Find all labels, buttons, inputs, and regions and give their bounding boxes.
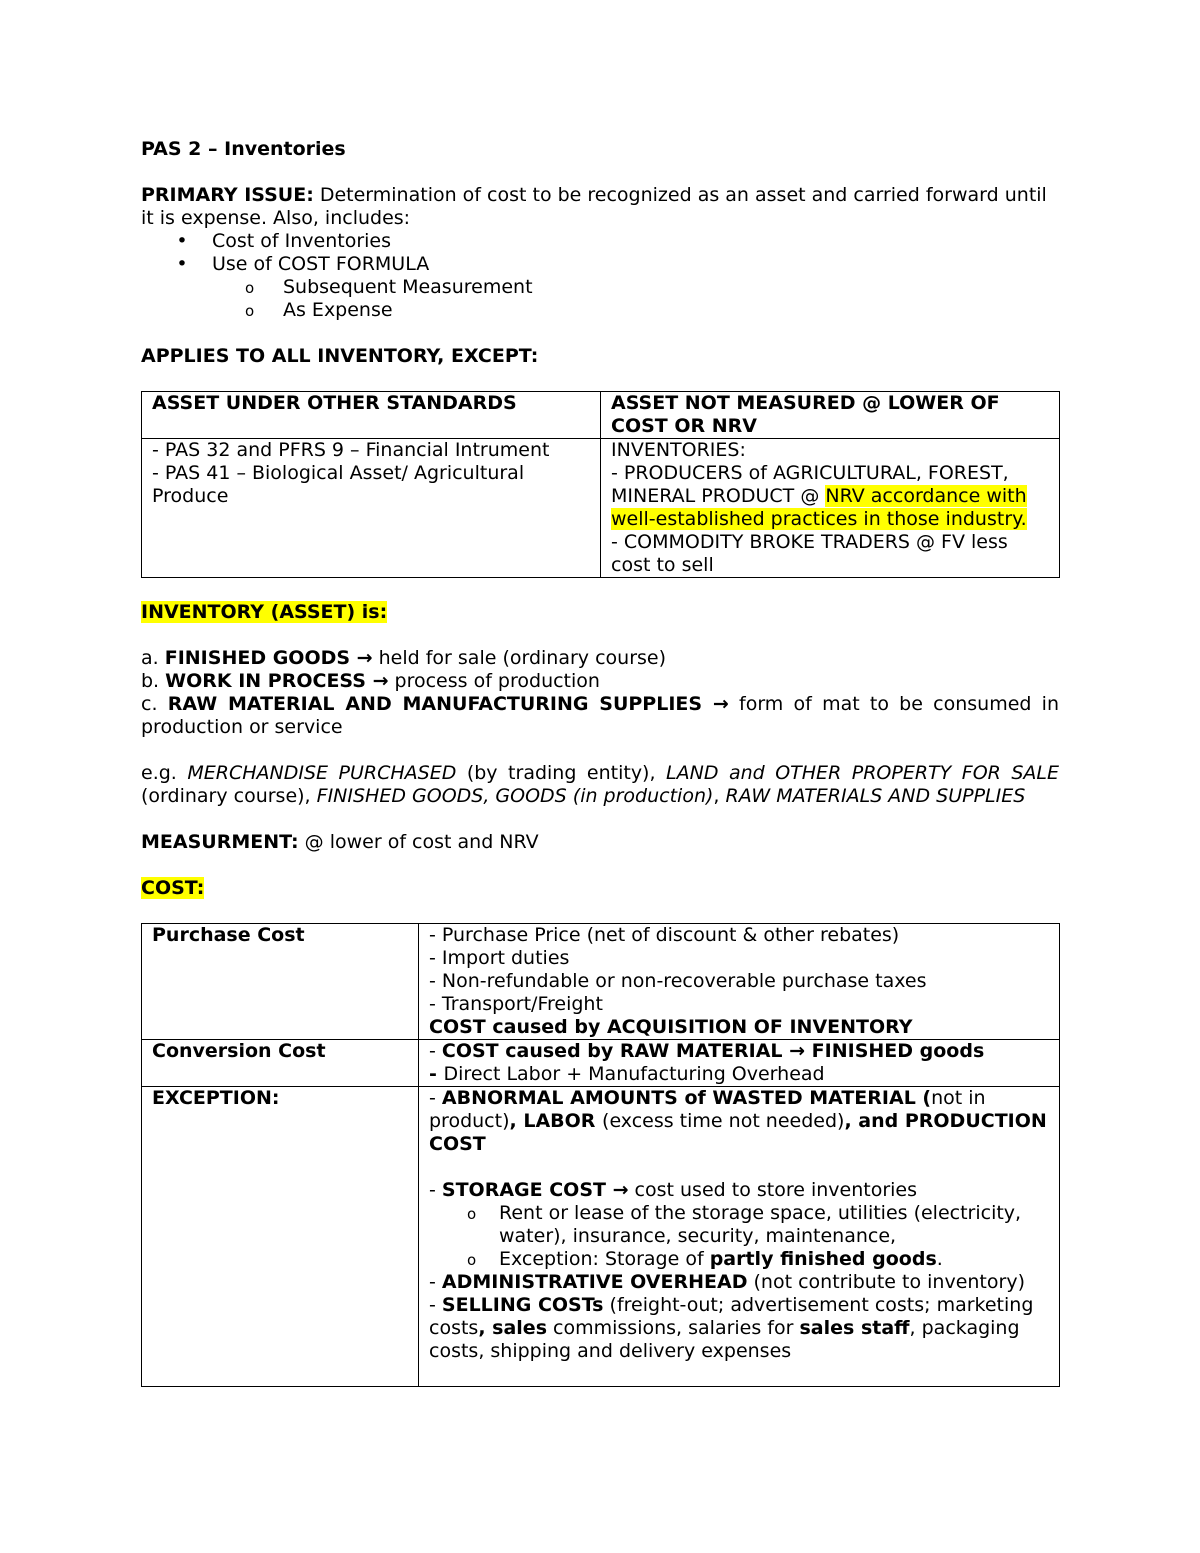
list-item: o As Expense (245, 299, 393, 321)
document-page (141, 138, 1059, 1387)
list-item: • Use of COST FORMULA (141, 253, 1059, 276)
document-title: PAS 2 – Inventories (141, 138, 346, 160)
table-row (142, 1087, 1060, 1387)
table-row (142, 924, 1060, 1040)
table-cell: Conversion Cost (142, 1040, 419, 1087)
table-row (142, 1040, 1060, 1087)
list-item: o Subsequent Measurement (245, 276, 533, 298)
table-cell: INVENTORIES: - PRODUCERS of AGRICULTURAL, FOREST, MINERAL PRODUCT @ NRV accordance with well-established practices in those industry. - COMMODITY BROKE TRADERS @ FV less cost to sell (601, 439, 1060, 578)
table-header-cell: ASSET NOT MEASURED @ LOWER OF COST OR NRV (601, 392, 1060, 439)
highlighted-text: NRV accordance with well-established practices in those industry. (611, 485, 1027, 530)
sub-bullet-icon: o (467, 1251, 477, 1269)
table-cell: - Purchase Price (net of discount & other rebates) - Import duties - Non-refundable or non-recoverable purchase taxes - Transport/Freight COST caused by ACQUISITION OF INVENTORY (419, 924, 1060, 1040)
cost-heading: COST: (141, 877, 205, 899)
table-row (142, 392, 1060, 439)
primary-issue-list (141, 230, 1059, 276)
table-cell: - PAS 32 and PFRS 9 – Financial Intrument - PAS 41 – Biological Asset/ Agricultural Produce (142, 439, 601, 578)
table-cell: Purchase Cost (142, 924, 419, 1040)
examples-paragraph: e.g. MERCHANDISE PURCHASED (by trading entity), LAND and OTHER PROPERTY FOR SALE (ordinary course), FINISHED GOODS, GOODS (in production), RAW MATERIALS AND SUPPLIES (141, 762, 1060, 807)
list-item: • Cost of Inventories (141, 230, 1059, 253)
table-cell: - ABNORMAL AMOUNTS of WASTED MATERIAL (not in product), LABOR (excess time not needed), and PRODUCTION COST - STORAGE COST → cost used to store inventories o Rent or lease of the storage space, utilities (electricity, water), insurance, security, maintenance, o Exception: Storage of partly finished goods. - ADMINISTRATIVE OVERHEAD (not contribute to inventory) - SELLING COSTs (freight-out; advertisement costs; marketing costs, sales commissions, salaries for sales staff, packaging costs, shipping and delivery expenses (419, 1087, 1060, 1387)
table-header-cell: ASSET UNDER OTHER STANDARDS (142, 392, 601, 439)
applies-heading: APPLIES TO ALL INVENTORY, EXCEPT: (141, 345, 539, 367)
exceptions-table (141, 391, 1060, 578)
list-item: o Exception: Storage of partly finished goods. (467, 1248, 943, 1270)
table-cell: - COST caused by RAW MATERIAL → FINISHED goods - Direct Labor + Manufacturing Overhead (419, 1040, 1060, 1087)
inventory-item: a. FINISHED GOODS → held for sale (ordinary course) (141, 647, 667, 669)
sub-bullet-icon: o (467, 1205, 477, 1223)
sub-bullet-icon: o (245, 279, 255, 297)
bullet-icon: • (176, 230, 188, 252)
inventory-heading: INVENTORY (ASSET) is: (141, 601, 388, 623)
cost-table (141, 923, 1060, 1387)
bullet-icon: • (176, 253, 188, 275)
primary-issue: PRIMARY ISSUE: Determination of cost to be recognized as an asset and carried forward until it is expense. Also, includes: (141, 184, 1047, 229)
list-item: o Rent or lease of the storage space, utilities (electricity, water), insurance, security, maintenance, (467, 1202, 1022, 1247)
measurement-paragraph: MEASURMENT: @ lower of cost and NRV (141, 831, 539, 853)
sub-bullet-icon: o (245, 302, 255, 320)
primary-issue-sublist (141, 276, 1059, 322)
inventory-item: c. RAW MATERIAL AND MANUFACTURING SUPPLIES → form of mat to be consumed in production or service (141, 693, 1059, 738)
table-cell: EXCEPTION: (142, 1087, 419, 1387)
inventory-item: b. WORK IN PROCESS → process of production (141, 670, 600, 692)
table-row (142, 439, 1060, 578)
